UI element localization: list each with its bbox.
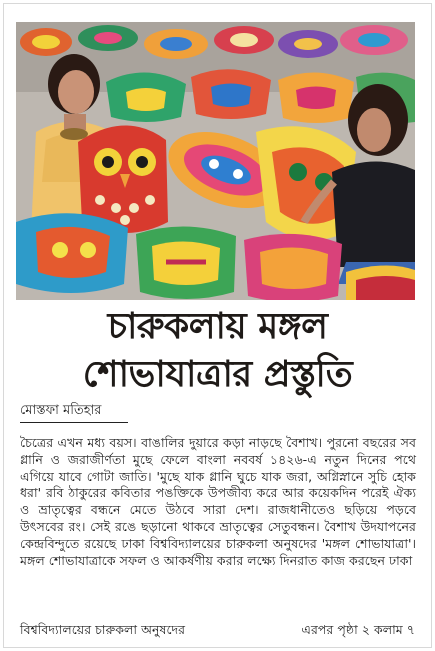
byline: মোস্তফা মতিহার <box>20 403 102 418</box>
article-body-paragraph: চৈত্রের এখন মধ্য বয়স। বাঙালির দুয়ারে কড়া নাড়ছে বৈশাখ। পুরনো বছরের সব গ্লানি ও জরাজীর্ণতা মুছে ফেলে বাংলা নববর্ষ ১৪২৬-এ নতুন দিনের পথে এগিয়ে যাবে গোটা জাতি। 'মুছে যাক গ্লানি ঘুচে যাক জরা, অগ্নিস্নানে সুচি হোক ধরা' রবি ঠাকুরের কবিতার পঙক্তিকে উপজীব্য করে আর কয়েকদিন পরেই ঐক্য ও ভ্রাতৃত্বের বন্ধনে মেতে উঠবে সারা দেশ। রাজধানীতেও ছড়িয়ে পড়বে উৎসবের রং। সেই রঙে ছড়ানো থাকবে ভ্রাতৃত্বের সেতুবন্ধন। বৈশাখ উদযাপনের কেন্দ্রবিন্দুতে রয়েছে ঢাকা বিশ্ববিদ্যালয়ের চারুকলা অনুষদের 'মঙ্গল শোভাযাত্রা'। মঙ্গল শোভাযাত্রাকে সফল ও আকর্ষণীয় করার লক্ষ্যে দিনরাত কাজ করছেন ঢাকা <box>20 435 416 568</box>
article-body <box>20 435 416 569</box>
headline-line-1: চারুকলায় মঙ্গল <box>107 306 328 347</box>
headline-line-2: শোভাযাত্রার প্রস্তুতি <box>82 354 353 395</box>
continuation-note: এরপর পৃষ্ঠা ২ কলাম ৭ <box>301 622 415 637</box>
article-photo <box>16 22 415 300</box>
byline-rule <box>20 422 128 423</box>
article-body-last-line: বিশ্ববিদ্যালয়ের চারুকলা অনুষদের <box>20 622 186 637</box>
